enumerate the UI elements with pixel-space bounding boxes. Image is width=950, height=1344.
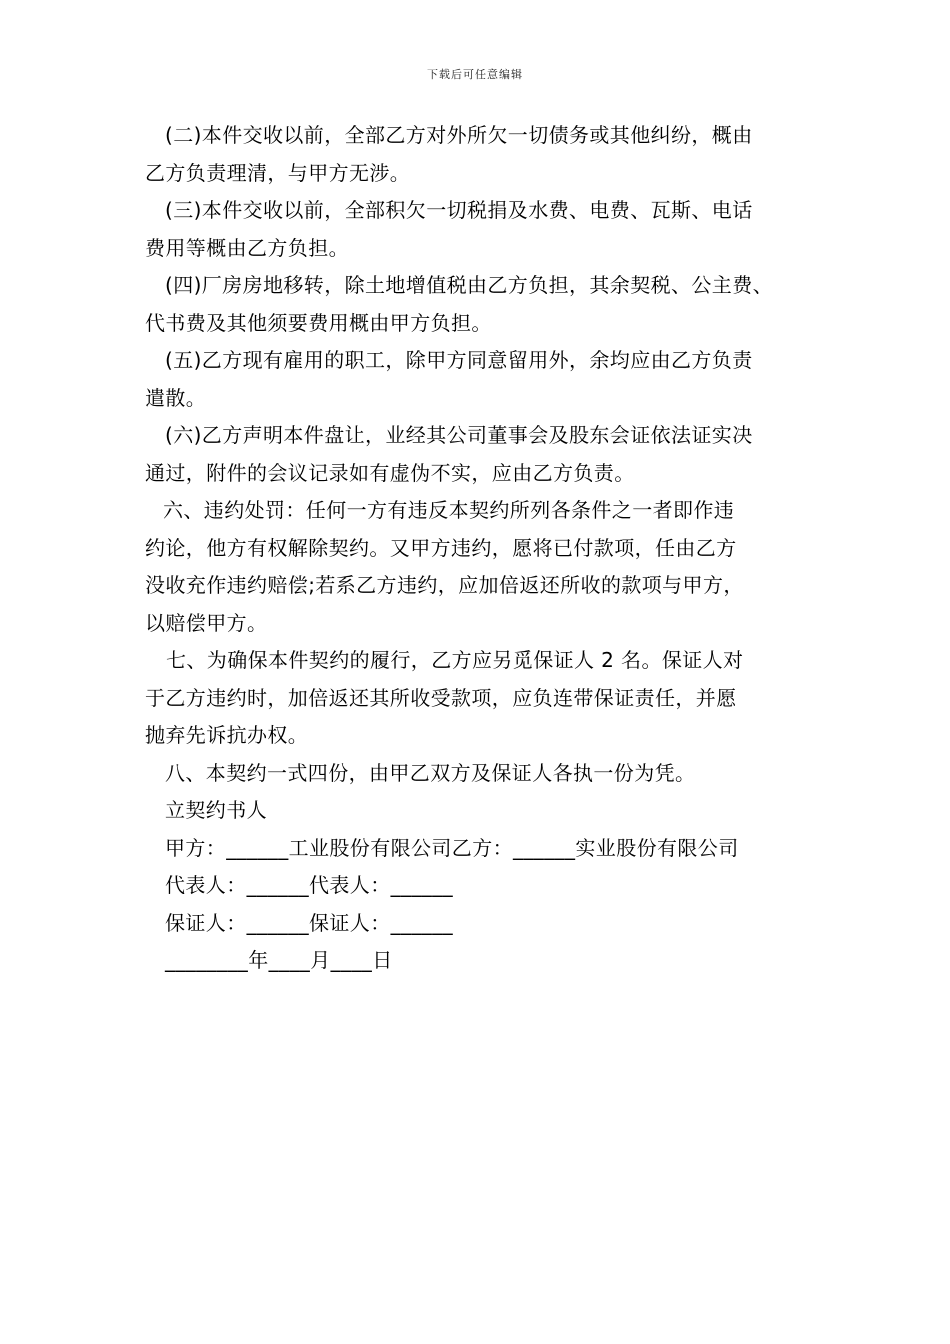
date-line: ________年____月____日	[165, 948, 393, 972]
document-body	[145, 117, 825, 980]
party-line: 甲方：______工业股份有限公司乙方：______实业股份有限公司	[165, 835, 739, 860]
clause-3-line-1: (三)本件交收以前，全部积欠一切税捐及水费、电费、瓦斯、电话	[165, 198, 753, 222]
section-6-line-4: 以赔偿甲方。	[145, 610, 268, 635]
clause-6-line-2: 通过，附件的会议记录如有虚伪不实，应由乙方负责。	[145, 460, 635, 485]
clause-2-line-1: (二)本件交收以前，全部乙方对外所欠一切债务或其他纠纷，概由	[165, 123, 753, 147]
clause-5-line-2: 遣散。	[145, 385, 207, 410]
clause-5-line-1: (五)乙方现有雇用的职工，除甲方同意留用外，余均应由乙方负责	[165, 348, 753, 372]
section-8-line-1: 八、本契约一式四份，由甲乙双方及保证人各执一份为凭。	[165, 760, 696, 785]
clause-2-line-2: 乙方负责理清，与甲方无涉。	[145, 160, 411, 185]
section-6-line-3: 没收充作违约赔偿;若系乙方违约，应加倍返还所收的款项与甲方，	[145, 573, 744, 597]
section-6-line-2: 约论，他方有权解除契约。又甲方违约，愿将已付款项，任由乙方	[145, 535, 737, 560]
section-6-line-1: 六、违约处罚：任何一方有违反本契约所列各条件之一者即作违	[163, 498, 735, 522]
section-7-line-2: 于乙方违约时，加倍返还其所收受款项，应负连带保证责任，并愿	[145, 685, 737, 710]
section-7-line-3: 抛弃先诉抗办权。	[145, 723, 309, 747]
representative-line: 代表人：______代表人：______	[165, 873, 453, 897]
section-7-line-1: 七、为确保本件契约的履行，乙方应另觅保证人 2 名。保证人对	[166, 648, 744, 672]
header-note: 下载后可任意编辑	[427, 68, 523, 81]
clause-3-line-2: 费用等概由乙方负担。	[145, 235, 349, 260]
clause-4-line-1: (四)厂房房地移转，除土地增值税由乙方负担，其余契税、公主费、	[165, 273, 774, 297]
clause-6-line-1: (六)乙方声明本件盘让，业经其公司董事会及股东会证依法证实决	[165, 423, 753, 447]
guarantor-line: 保证人：______保证人：______	[165, 910, 453, 935]
clause-4-line-2: 代书费及其他须要费用概由甲方负担。	[145, 310, 492, 335]
signatories-heading: 立契约书人	[165, 798, 267, 822]
